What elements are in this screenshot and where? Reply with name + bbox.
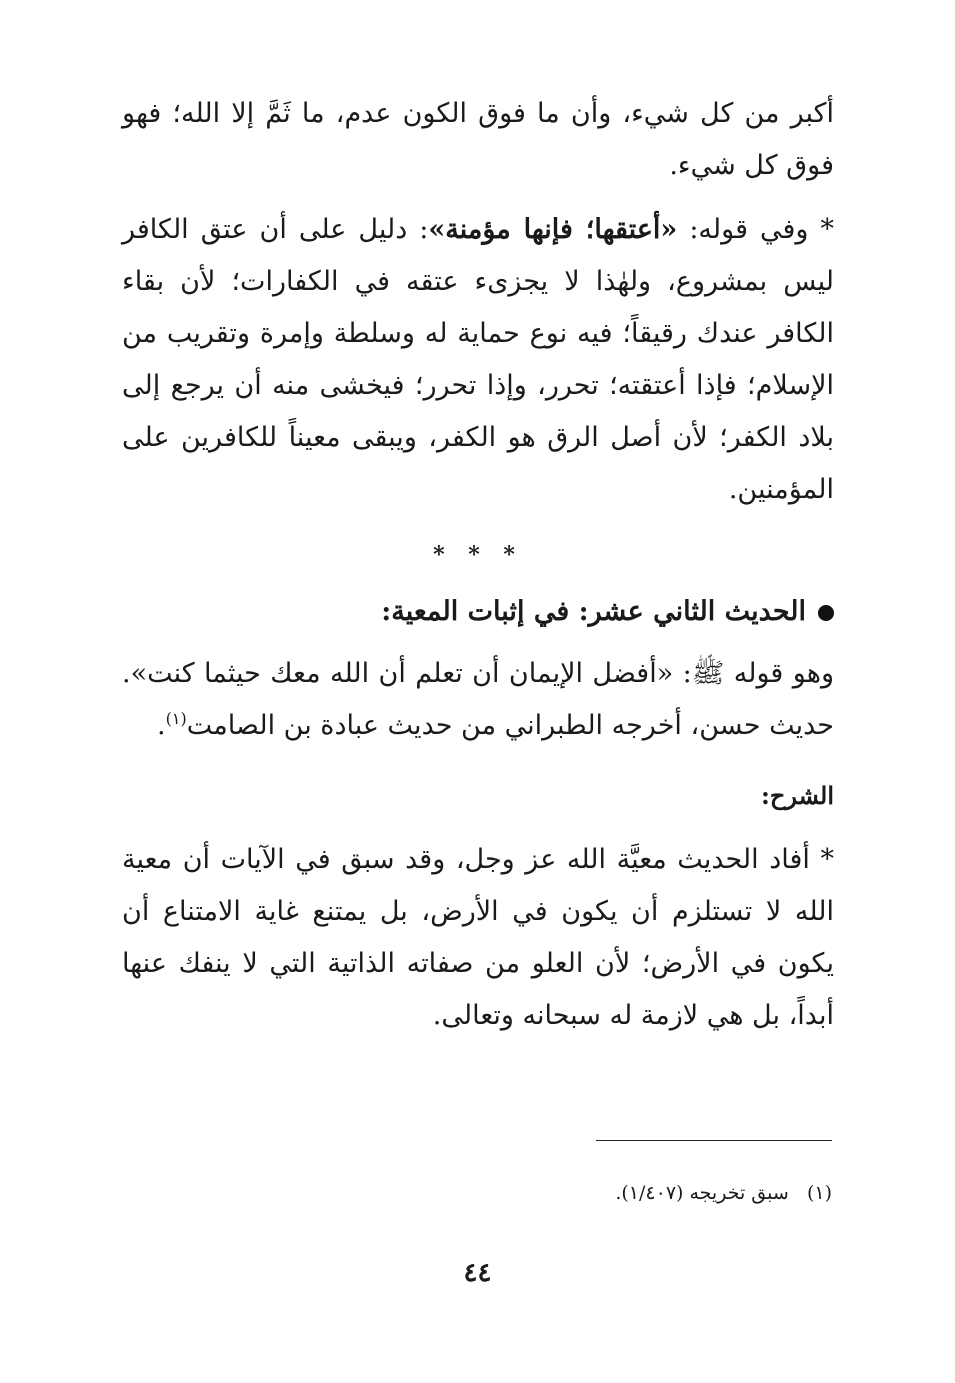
hadith-end: . [157,710,166,741]
paragraph-2 [122,204,834,516]
sharh-label: الشرح: [761,781,834,810]
footnote-reference: (١) [165,709,187,728]
page-body [122,88,834,1042]
footnote [420,1178,832,1208]
hadith-quote: «أعتقها؛ فإنها مؤمنة» [428,214,678,245]
sharh-paragraph: * أفاد الحديث معيَّة الله عز وجل، وقد سبق في الآيات أن معية الله لا تستلزم أن يكون في الأرض، بل يمتنع غاية الامتناع أن يكون في الأرض؛ لأن العلو من صفاته الذاتية التي لا ينفك عنها أبداً، بل هي لازمة له سبحانه وتعالى. [122,844,834,1031]
footnote-divider [596,1140,832,1141]
paragraph-1: أكبر من كل شيء، وأن ما فوق الكون عدم، ما ثَمَّ إلا الله؛ فهو فوق كل شيء. [122,98,834,181]
page-number: ٤٤ [463,1258,492,1288]
hadith-heading [122,586,834,638]
bullet-icon [818,605,834,621]
footnote-text: سبق تخريجه (١/٤٠٧). [615,1182,789,1204]
hadith-paragraph [122,648,834,752]
paragraph-2-prefix: * وفي قوله: [677,214,834,245]
section-separator: * * * [433,542,523,568]
hadith-heading-text: الحديث الثاني عشر: في إثبات المعية: [381,596,806,627]
paragraph-2-rest: : دليل على أن عتق الكافر ليس بمشروع، ولهٰذا لا يجزىء عتقه في الكفارات؛ لأن بقاء الكافر عندك رقيقاً؛ فيه نوع حماية له وسلطة وإمرة وتقريب من الإسلام؛ فإذا أعتقته؛ تحرر، وإذا تحرر؛ فيخشى منه أن يرجع إلى بلاد الكفر؛ لأن أصل الرق هو الكفر، ويبقى معيناً للكافرين على المؤمنين. [122,214,834,505]
footnote-number: (١) [806,1182,832,1204]
hadith-text: وهو قوله ﷺ: «أفضل الإيمان أن تعلم أن الله معك حيثما كنت». حديث حسن، أخرجه الطبراني من حديث عبادة بن الصامت [122,658,834,741]
